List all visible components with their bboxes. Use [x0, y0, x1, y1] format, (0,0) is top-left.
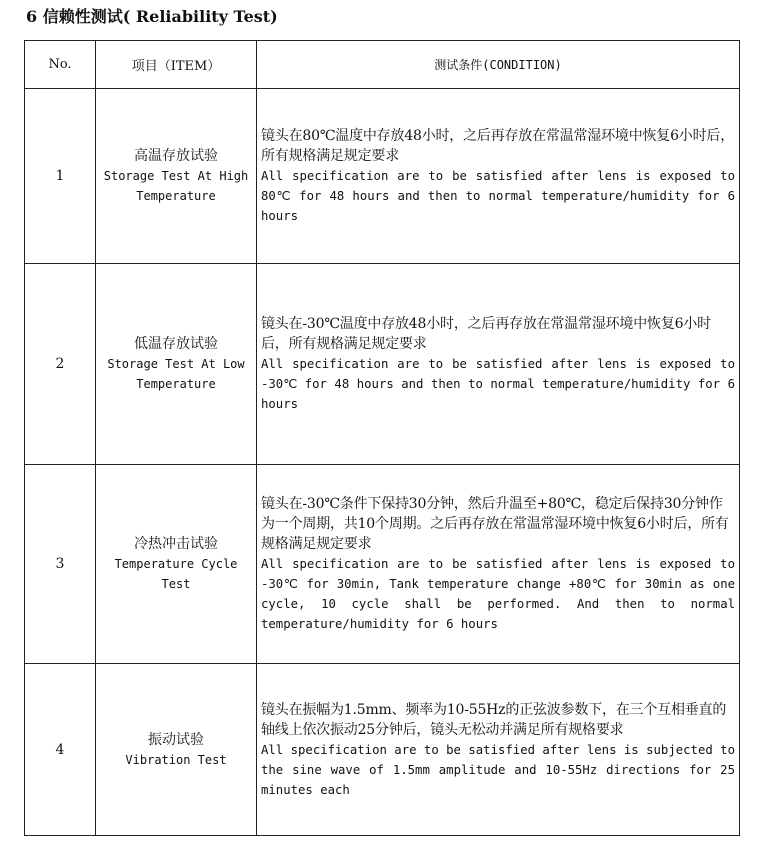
row-number: 1: [25, 89, 96, 264]
condition-text-cn: 镜头在80℃温度中存放48小时，之后再存放在常温常湿环境中恢复6小时后，所有规格满足规定要求: [261, 128, 734, 164]
item-name-cn: 冷热冲击试验: [134, 536, 218, 552]
row-number: 2: [25, 264, 96, 465]
condition-cell: [257, 89, 740, 264]
item-cell: [96, 664, 257, 836]
item-cell: [96, 264, 257, 465]
table-row: [25, 664, 740, 836]
condition-text-en: All specification are to be satisfied after lens is exposed to -30℃ for 48 hours and then to normal temperature/humidity for 6 hours: [261, 357, 735, 411]
row-number: 4: [25, 664, 96, 836]
item-name-en: Temperature Cycle Test: [114, 557, 238, 591]
condition-text-en: All specification are to be satisfied after lens is subjected to the sine wave of 1.5mm amplitude and 10-55Hz directions for 25 minutes each: [261, 742, 735, 797]
header-condition: 测试条件(CONDITION): [257, 41, 740, 89]
item-name-en: Storage Test At Low Temperature: [107, 357, 245, 391]
condition-cell: [257, 264, 740, 465]
item-cell: [96, 465, 257, 664]
table-row: [25, 465, 740, 664]
item-name-en: Storage Test At High Temperature: [103, 169, 249, 203]
table-header-row: [25, 41, 740, 89]
condition-cell: [257, 465, 740, 664]
item-name-cn: 振动试验: [148, 731, 204, 748]
table-row: [25, 264, 740, 465]
section-title: 6 信赖性测试( Reliability Test): [26, 7, 278, 26]
condition-text-en: All specification are to be satisfied after lens is exposed to -30℃ for 30min, Tank temperature change +80℃ for 30min as one cycle, 10 cycle shall be performed. And then to normal temperature/humidity for 6 hours: [261, 557, 735, 631]
header-item: 项目（ITEM）: [96, 41, 257, 89]
header-no: No.: [25, 41, 96, 89]
condition-text-cn: 镜头在-30℃条件下保持30分钟，然后升温至+80℃，稳定后保持30分钟作为一个周期，共10个周期。之后再存放在常温常湿环境中恢复6小时后，所有规格满足规定要求: [261, 496, 729, 552]
item-name-cn: 高温存放试验: [134, 148, 218, 164]
row-number: 3: [25, 465, 96, 664]
condition-cell: [257, 664, 740, 836]
item-name-en: Vibration Test: [125, 752, 227, 767]
item-cell: [96, 89, 257, 264]
reliability-test-table: [24, 40, 740, 836]
table-row: [25, 89, 740, 264]
condition-text-cn: 镜头在-30℃温度中存放48小时，之后再存放在常温常湿环境中恢复6小时后，所有规格满足规定要求: [261, 316, 711, 352]
item-name-cn: 低温存放试验: [134, 336, 218, 352]
condition-text-cn: 镜头在振幅为1.5mm、频率为10-55Hz的正弦波参数下，在三个互相垂直的轴线上依次振动25分钟后，镜头无松动并满足所有规格要求: [261, 701, 727, 738]
condition-text-en: All specification are to be satisfied after lens is exposed to 80℃ for 48 hours and then to normal temperature/humidity for 6 hours: [261, 169, 735, 223]
